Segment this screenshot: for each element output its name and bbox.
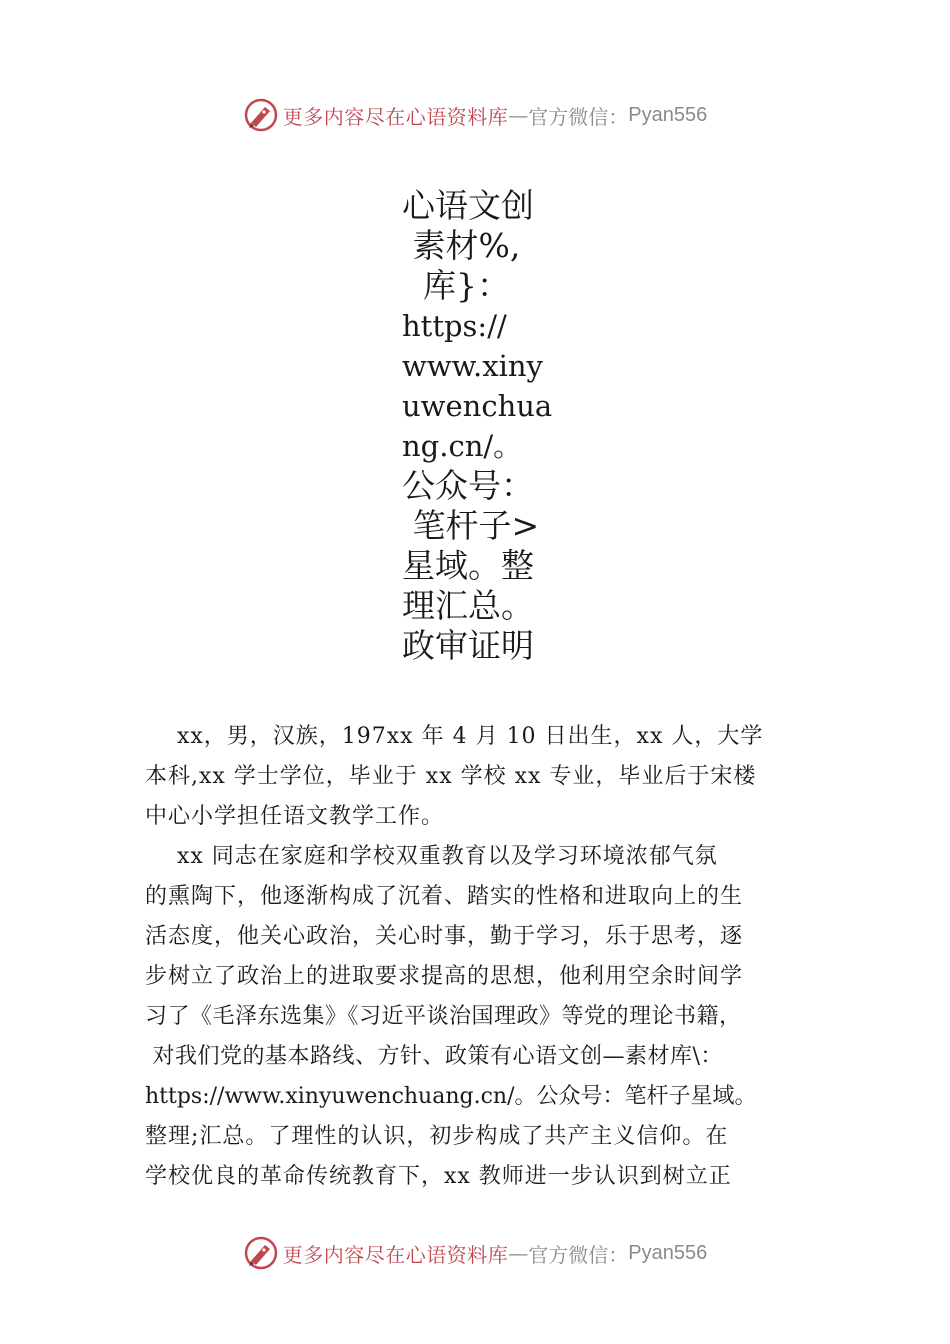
header-slogan: 更多内容尽在心语资料库 xyxy=(282,104,509,129)
text-line: 对我们党的基本路线、方针、政策有心语文创—素材库\： xyxy=(145,1044,723,1069)
title-line: 政审证明 xyxy=(402,626,534,665)
title-line: 星域。整 xyxy=(402,546,534,585)
title-line: 库}： xyxy=(402,266,510,305)
text-line: 整理;汇总。了理性的认识，初步构成了共产主义信仰。在 xyxy=(145,1124,729,1149)
text-line: 步树立了政治上的进取要求提高的思想，他利用空余时间学 xyxy=(145,964,744,989)
title-line: ng.cn/。 xyxy=(402,429,523,463)
title-line: 心语文创 xyxy=(402,186,534,225)
footer-wechat-label: 官方微信： xyxy=(528,1242,629,1267)
paragraph-1 xyxy=(145,717,835,837)
footer-slogan: 更多内容尽在心语资料库 xyxy=(282,1242,509,1267)
title-column xyxy=(402,186,552,666)
title-line: www.xiny xyxy=(402,349,543,383)
text-line: xx 同志在家庭和学校双重教育以及学习环境浓郁气氛 xyxy=(145,844,718,869)
text-line: 的熏陶下，他逐渐构成了沉着、踏实的性格和进取向上的生 xyxy=(145,884,744,909)
text-line: xx，男，汉族，197xx 年 4 月 10 日出生，xx 人，大学 xyxy=(145,724,764,749)
footer-banner xyxy=(0,1233,950,1273)
text-line: 中心小学担任语文教学工作。 xyxy=(145,804,445,829)
text-line: 活态度，他关心政治，关心时事，勤于学习，乐于思考，逐 xyxy=(145,924,744,949)
header-banner xyxy=(0,95,950,135)
title-line: https:// xyxy=(402,309,507,343)
pen-logo-icon xyxy=(243,97,279,133)
text-line: 学校优良的革命传统教育下，xx 教师进一步认识到树立正 xyxy=(145,1164,732,1189)
title-line: 公众号： xyxy=(402,466,534,505)
header-wechat-id: Pyan556 xyxy=(628,103,708,126)
text-line: https://www.xinyuwenchuang.cn/。公众号：笔杆子星域。 xyxy=(145,1084,757,1109)
text-line: 习了《毛泽东选集》《习近平谈治国理政》等党的理论书籍， xyxy=(145,1004,742,1029)
title-line: 理汇总。 xyxy=(402,586,534,625)
header-dash: — xyxy=(508,103,529,127)
title-line: 素材%, xyxy=(402,226,521,265)
pen-logo-icon xyxy=(243,1235,279,1271)
footer-wechat-id: Pyan556 xyxy=(628,1241,708,1264)
header-wechat-label: 官方微信： xyxy=(528,104,629,129)
text-line: 本科,xx 学士学位，毕业于 xx 学校 xx 专业，毕业后于宋楼 xyxy=(145,764,757,789)
footer-dash: — xyxy=(508,1241,529,1265)
title-line: uwenchua xyxy=(402,389,553,423)
title-line: 笔杆子> xyxy=(402,506,540,545)
paragraph-2 xyxy=(145,837,835,1197)
